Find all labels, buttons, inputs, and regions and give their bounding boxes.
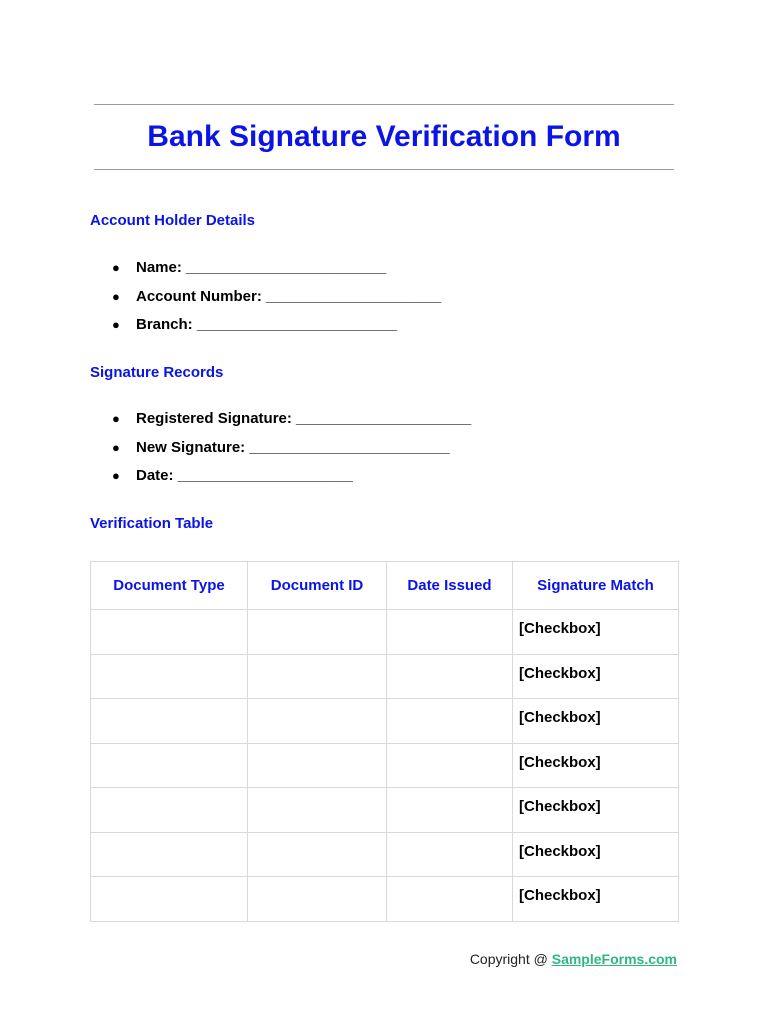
date-issued-cell[interactable] (387, 877, 513, 922)
date-issued-cell[interactable] (387, 699, 513, 744)
page-title: Bank Signature Verification Form (147, 120, 621, 153)
document-id-cell[interactable] (248, 832, 387, 877)
signature-match-checkbox[interactable]: [Checkbox] (513, 743, 679, 788)
date-issued-cell[interactable] (387, 832, 513, 877)
section-heading-table: Verification Table (90, 515, 214, 532)
copyright-prefix: Copyright @ (469, 951, 552, 967)
date-issued-cell[interactable] (387, 743, 513, 788)
bullet-icon: ● (112, 439, 120, 455)
table-row (91, 699, 679, 744)
document-type-cell[interactable] (91, 832, 248, 877)
signature-match-checkbox[interactable]: [Checkbox] (513, 699, 679, 744)
section-heading-account: Account Holder Details (90, 212, 256, 229)
date-input-line[interactable]: _____________________ (177, 467, 353, 484)
column-header-signature-match: Signature Match (513, 562, 679, 610)
document-type-cell[interactable] (91, 877, 248, 922)
document-id-cell[interactable] (248, 654, 387, 699)
signature-match-checkbox[interactable]: [Checkbox] (513, 832, 679, 877)
brand-link[interactable]: SampleForms.com (551, 951, 677, 967)
field-date (90, 466, 471, 495)
field-account-number (90, 287, 441, 316)
account-fields-list (90, 258, 441, 344)
document-id-cell[interactable] (248, 743, 387, 788)
document-type-cell[interactable] (91, 654, 248, 699)
document-id-cell[interactable] (248, 788, 387, 833)
title-rule-bottom (94, 169, 674, 170)
registered-signature-input-line[interactable]: _____________________ (296, 410, 472, 427)
document-type-cell[interactable] (91, 699, 248, 744)
table-row (91, 832, 679, 877)
field-label: Name: (136, 259, 182, 276)
signature-fields-list (90, 409, 471, 495)
table-row (91, 743, 679, 788)
column-header-document-id: Document ID (248, 562, 387, 610)
document-type-cell[interactable] (91, 788, 248, 833)
title-rule-top (94, 104, 674, 105)
branch-input-line[interactable]: ________________________ (196, 316, 398, 333)
bullet-icon: ● (112, 260, 120, 275)
signature-match-checkbox[interactable]: [Checkbox] (513, 788, 679, 833)
field-label: Account Number: (136, 287, 262, 305)
name-input-line[interactable]: ________________________ (186, 259, 387, 276)
bullet-icon: ● (112, 411, 120, 426)
field-label: Registered Signature: (136, 410, 292, 427)
field-label: New Signature: (136, 438, 246, 456)
column-header-document-type: Document Type (91, 562, 248, 610)
field-label: Branch: (136, 316, 193, 333)
document-type-cell[interactable] (91, 743, 248, 788)
document-type-cell[interactable] (91, 610, 248, 655)
date-issued-cell[interactable] (387, 654, 513, 699)
field-name (90, 258, 441, 287)
bullet-icon: ● (112, 468, 120, 483)
table-row (91, 788, 679, 833)
copyright-footer (470, 949, 677, 969)
signature-match-checkbox[interactable]: [Checkbox] (513, 610, 679, 655)
account-number-input-line[interactable]: _____________________ (266, 287, 442, 305)
verification-table (90, 561, 679, 922)
field-branch (90, 315, 441, 344)
document-id-cell[interactable] (248, 877, 387, 922)
bullet-icon: ● (112, 317, 120, 332)
date-issued-cell[interactable] (387, 610, 513, 655)
new-signature-input-line[interactable]: ________________________ (249, 438, 450, 456)
section-heading-signature: Signature Records (90, 364, 224, 381)
bullet-icon: ● (112, 288, 120, 304)
signature-match-checkbox[interactable]: [Checkbox] (513, 877, 679, 922)
column-header-date-issued: Date Issued (387, 562, 513, 610)
field-label: Date: (136, 467, 174, 484)
table-row (91, 877, 679, 922)
field-registered-signature (90, 409, 471, 438)
document-id-cell[interactable] (248, 699, 387, 744)
table-header-row (91, 562, 679, 610)
signature-match-checkbox[interactable]: [Checkbox] (513, 654, 679, 699)
date-issued-cell[interactable] (387, 788, 513, 833)
document-id-cell[interactable] (248, 610, 387, 655)
table-row (91, 654, 679, 699)
field-new-signature (90, 438, 471, 467)
table-row (91, 610, 679, 655)
